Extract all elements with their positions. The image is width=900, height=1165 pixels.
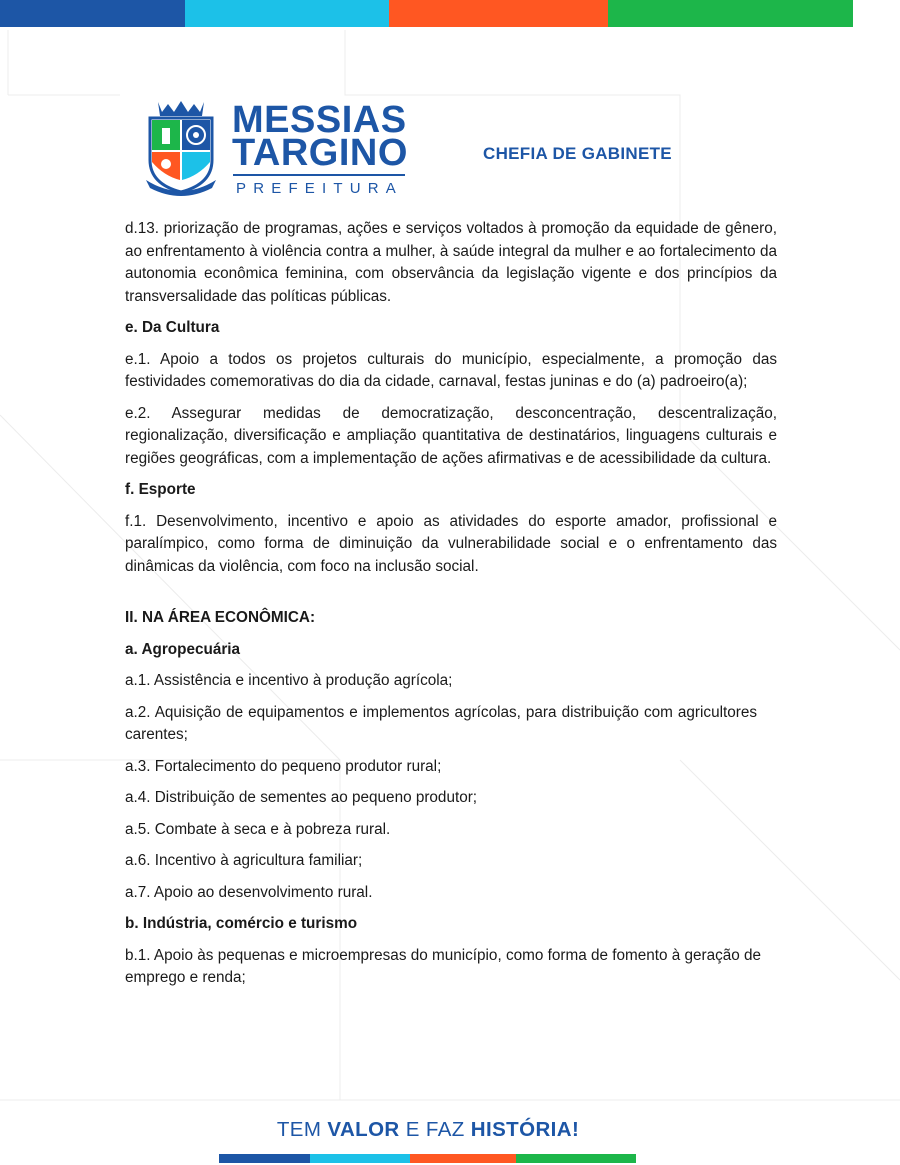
heading-e-culture: e. Da Cultura — [125, 319, 220, 336]
letterhead — [140, 98, 760, 203]
item-e2: e.2. Assegurar medidas de democratização, desconcentração, descentralização, regionalização, diversificação e ampliação quantitativa de destinatários, linguagens culturais e regiões geográficas, com a implementação de ações afirmativas e de acessibilidade da cultura. — [125, 404, 777, 467]
heading-f-sport: f. Esporte — [125, 481, 196, 498]
bottom-bar-orange — [410, 1154, 516, 1163]
slogan-part4: HISTÓRIA! — [470, 1118, 580, 1141]
municipality-name — [232, 99, 408, 174]
item-a3: a.3. Fortalecimento do pequeno produtor rural; — [125, 757, 442, 775]
item-a1: a.1. Assistência e incentivo à produção agrícola; — [125, 672, 453, 689]
document-body — [125, 218, 777, 999]
municipality-name-line1: MESSIAS — [232, 99, 407, 141]
item-d13: d.13. priorização de programas, ações e serviços voltados à promoção da equidade de gênero, ao enfrentamento à violência contra a mulher, à saúde integral da mulher e ao fortalecimento da autonomia econômica feminina, com observância da legislação vigente e dos princípios da transversalidade das políticas públicas. — [125, 220, 777, 305]
item-a6: a.6. Incentivo à agricultura familiar; — [125, 852, 363, 869]
item-a5: a.5. Combate à seca e à pobreza rural. — [125, 820, 391, 838]
slogan-part3: E FAZ — [399, 1118, 471, 1141]
top-bar-blue — [0, 0, 185, 27]
slogan-part1: TEM — [276, 1118, 328, 1141]
footer-slogan — [0, 1118, 856, 1142]
coat-of-arms-icon — [140, 98, 222, 198]
top-bar-orange — [389, 0, 608, 27]
bottom-bar-cyan — [310, 1154, 410, 1163]
section-ii-title: II. NA ÁREA ECONÔMICA: — [125, 609, 316, 626]
top-bar-green — [608, 0, 853, 27]
item-a4: a.4. Distribuição de sementes ao pequeno produtor; — [125, 789, 478, 806]
brand-divider — [233, 174, 405, 176]
bottom-color-bar — [219, 1154, 636, 1163]
municipality-name-line2: TARGINO — [232, 132, 408, 174]
heading-b-industry: b. Indústria, comércio e turismo — [125, 915, 358, 932]
item-b1: b.1. Apoio às pequenas e microempresas do município, como forma de fomento à geração de emprego e renda; — [125, 946, 762, 986]
heading-a-agriculture: a. Agropecuária — [125, 640, 241, 658]
item-e1: e.1. Apoio a todos os projetos culturais do município, especialmente, a promoção das festividades comemorativas do dia da cidade, carnaval, festas juninas e do (a) padroeiro(a); — [125, 350, 777, 390]
item-a2: a.2. Aquisição de equipamentos e implementos agrícolas, para distribuição com agricultores carentes; — [125, 703, 757, 743]
bottom-bar-blue — [219, 1154, 310, 1163]
item-f1: f.1. Desenvolvimento, incentivo e apoio as atividades do esporte amador, profissional e paralímpico, como forma de diminuição da vulnerabilidade social e o enfrentamento das dinâmicas da violência, com foco na inclusão social. — [125, 512, 777, 575]
top-color-bar — [0, 0, 853, 27]
slogan-part2: VALOR — [327, 1118, 400, 1141]
top-bar-cyan — [185, 0, 389, 27]
municipality-subtitle: PREFEITURA — [236, 180, 404, 197]
bottom-bar-green — [516, 1154, 636, 1163]
item-a7: a.7. Apoio ao desenvolvimento rural. — [125, 883, 373, 901]
department-title: CHEFIA DE GABINETE — [483, 144, 672, 163]
